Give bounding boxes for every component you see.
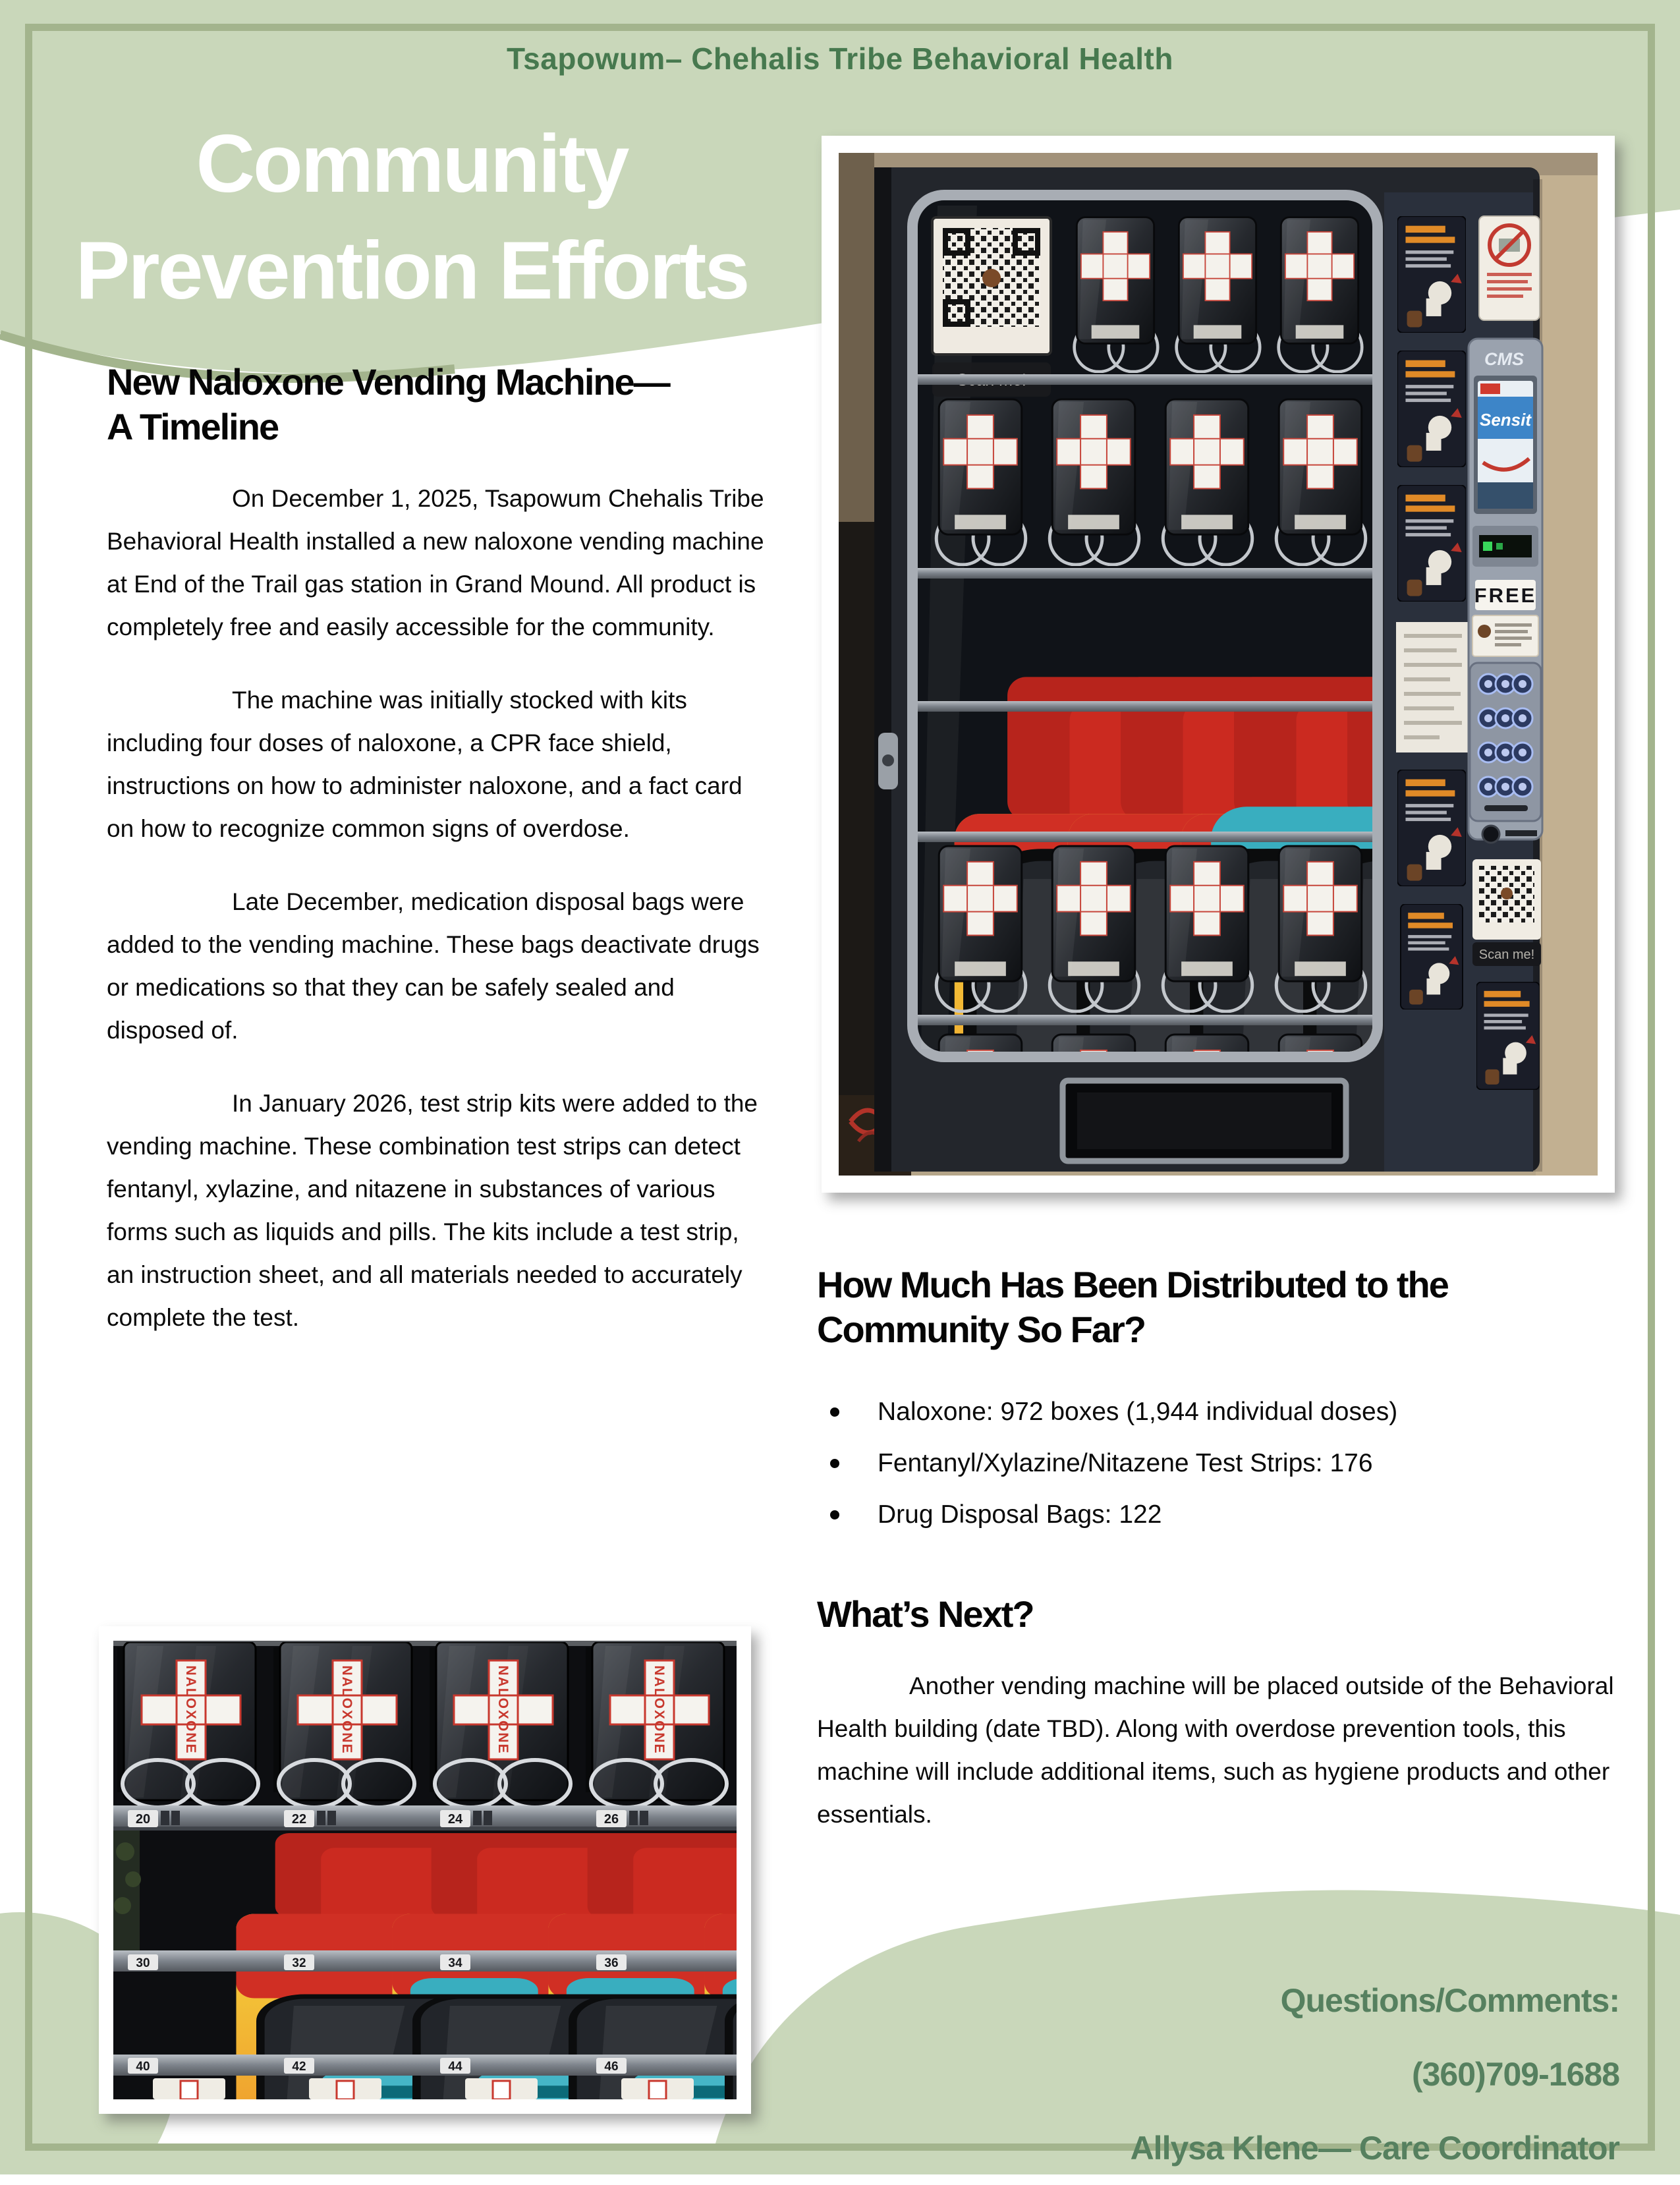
list-item-test-strips: Fentanyl/Xylazine/Nitazene Test Strips: 176 [817, 1438, 1637, 1489]
sensit-sticker [1478, 381, 1533, 509]
frame-line-top [25, 24, 1655, 31]
slot-tag: 32 [292, 1956, 306, 1970]
shield-logo-icon [982, 269, 1001, 287]
list-item-disposal-bags: Drug Disposal Bags: 122 [817, 1489, 1637, 1541]
timeline-section [107, 360, 769, 1369]
free-label: FREE [1474, 584, 1537, 607]
side-qr-card [1472, 859, 1541, 966]
timeline-paragraph-4: In January 2026, test strip kits were added to the vending machine. These combination test strips can detect fentanyl, xylazine, and nitazene in substances of various forms such as liquids and pills. The kits include a test strip, an instruction sheet, and all materials needed to accurately complete the test. [107, 1090, 758, 1331]
distributed-heading: How Much Has Been Distributed to the Community So Far? [817, 1264, 1448, 1350]
shelf-rail-3 [113, 2055, 737, 2076]
slot-tag: 42 [292, 2060, 306, 2074]
shelf-closeup-photo [99, 1626, 751, 2114]
contact-phone: (360)709-1688 [1411, 2056, 1619, 2093]
distributed-list [817, 1386, 1637, 1541]
slot-tag: 24 [447, 1812, 463, 1827]
vending-machine-photo [822, 136, 1615, 1193]
timeline-paragraph-2: The machine was initially stocked with kits including four doses of naloxone, a CPR face shield, instructions on how to administer naloxone, and a fact card on how to recognize common signs of overdose. [107, 687, 742, 842]
page-title [40, 111, 784, 324]
vending-machine-illustration [839, 153, 1598, 1176]
contact-block [697, 1964, 1619, 2185]
list-item-naloxone: Naloxone: 972 boxes (1,944 individual doses) [817, 1386, 1637, 1438]
slot-tag: 36 [604, 1956, 619, 1970]
organization-header: Tsapowum– Chehalis Tribe Behavioral Health [507, 42, 1173, 76]
page-title-line2: Prevention Efforts [75, 225, 748, 316]
distribution-section [817, 1263, 1637, 1836]
whats-next-paragraph: Another vending machine will be placed outside of the Behavioral Health building (date TBD). Along with overdose prevention tools, this machine will include additional items, such as hygiene products and other essentials. [817, 1672, 1614, 1828]
led-display [1472, 526, 1538, 567]
slot-tag: 20 [135, 1812, 151, 1827]
sensit-label: Sensit [1479, 410, 1532, 430]
slot-tag: 30 [136, 1956, 150, 1970]
timeline-heading-line1: New Naloxone Vending Machine— [107, 361, 669, 403]
frame-line-right [1648, 24, 1655, 2151]
slot-tag: 44 [448, 2060, 462, 2074]
slot-tag: 46 [604, 2060, 619, 2074]
timeline-paragraph-3: Late December, medication disposal bags were added to the vending machine. These bags deactivate drugs or medications so that they can be safely sealed and disposed of. [107, 888, 760, 1044]
timeline-heading-line2: A Timeline [107, 406, 279, 447]
info-card [1472, 615, 1538, 656]
shelf-rail-2 [113, 1950, 737, 1972]
no-cash-sticker [1479, 216, 1540, 320]
narcan-poster [1397, 216, 1466, 333]
side-scan-me-caption: Scan me! [1478, 948, 1535, 962]
lock-knob [1482, 826, 1499, 843]
whats-next-heading: What’s Next? [817, 1593, 1034, 1635]
slot-tag: 40 [136, 2060, 150, 2074]
cms-brand-label: CMS [1484, 349, 1524, 369]
shelf-closeup-illustration [113, 1641, 737, 2099]
keypad [1470, 663, 1541, 821]
timeline-paragraph-1: On December 1, 2025, Tsapowum Chehalis Tribe Behavioral Health installed a new naloxone vending machine at End of the Trail gas station in Grand Mound. All product is completely free and easily accessible for the community. [107, 485, 764, 640]
white-notice [1396, 622, 1470, 752]
timeline-heading [107, 360, 769, 449]
slot-tag: 22 [291, 1812, 307, 1827]
contact-label: Questions/Comments: [1280, 1982, 1619, 2019]
frame-line-left [25, 24, 32, 2151]
contact-name: Allysa Klene— Care Coordinator [1130, 2130, 1619, 2167]
slot-tag: 34 [448, 1956, 462, 1970]
pickup-port [1063, 1081, 1346, 1161]
payment-module [1469, 339, 1542, 843]
shelf-rail-1 [113, 1805, 737, 1830]
glass-reflection [113, 1812, 141, 1970]
slot-tag: 26 [603, 1812, 619, 1827]
page-title-line1: Community [196, 119, 628, 210]
qr-code-card [932, 217, 1051, 397]
